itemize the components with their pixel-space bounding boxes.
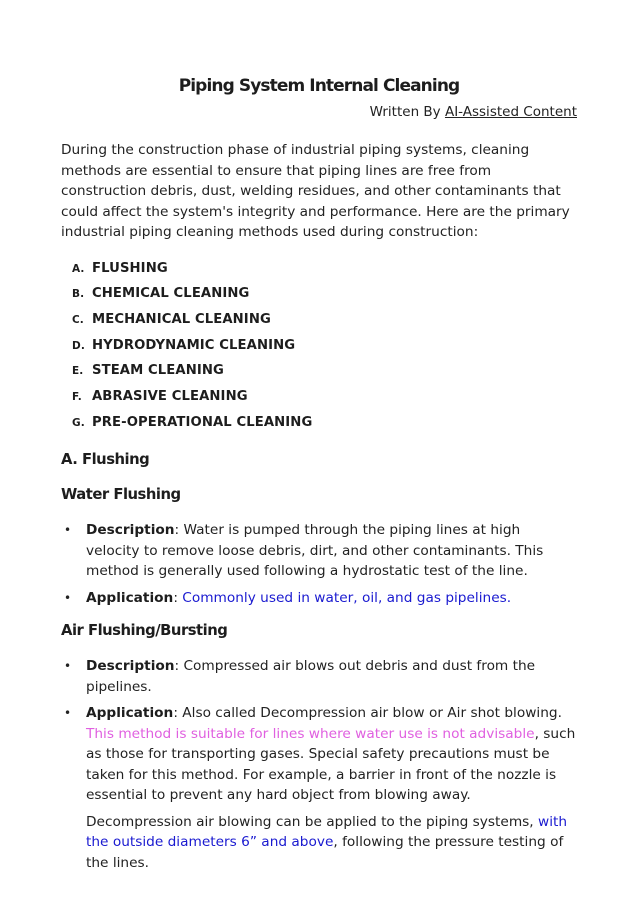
toc-item-preoperational — [61, 410, 577, 436]
item-text: : Also called Decompression air blow or Air shot blowing. — [173, 705, 562, 722]
toc-letter: D. — [72, 339, 85, 352]
page-title: Piping System Internal Cleaning — [178, 76, 460, 96]
decompression-paragraph — [86, 812, 577, 874]
toc-letter: A. — [72, 262, 85, 275]
toc-label: STEAM CLEANING — [92, 363, 224, 379]
list-item — [61, 588, 577, 609]
bullet-dot-icon: • — [64, 523, 72, 538]
water-flushing-list — [61, 520, 577, 608]
toc-label: MECHANICAL CLEANING — [92, 311, 271, 327]
list-item — [61, 703, 577, 806]
toc-letter: F. — [72, 390, 82, 403]
toc-label: HYDRODYNAMIC CLEANING — [92, 337, 296, 353]
para-text: Decompression air blowing can be applied to the piping systems, — [86, 813, 538, 830]
toc-letter: B. — [72, 288, 85, 301]
para-text: , following the pressure testing of the lines. — [86, 834, 564, 871]
air-flushing-list — [61, 656, 577, 806]
item-text: : Compressed air blows out debris and dust from the pipelines. — [86, 658, 536, 695]
subheading-air-flushing: Air Flushing/Bursting — [61, 622, 228, 640]
section-heading-flushing: A. Flushing — [61, 451, 150, 469]
toc-item-abrasive — [61, 384, 577, 410]
item-sep: : — [173, 589, 183, 606]
toc-item-chemical — [61, 281, 577, 307]
toc-letter: G. — [72, 416, 85, 429]
item-label: Application — [86, 589, 174, 606]
item-text: , such as those for transporting gases. Special safety precautions must be taken for this method. For example, a barrier in front of the nozzle is essential to prevent any hard object from blowing away. — [86, 725, 576, 804]
item-label: Description — [86, 522, 175, 539]
item-label: Application — [86, 705, 174, 722]
author-link[interactable]: AI-Assisted Content — [444, 104, 577, 120]
item-text-end: . — [506, 589, 512, 606]
toc-item-hydrodynamic — [61, 333, 577, 359]
bullet-dot-icon: • — [64, 590, 72, 605]
toc-item-flushing — [61, 256, 577, 282]
byline — [61, 102, 577, 122]
highlight-text: with the outside diameters 6” and above — [86, 813, 568, 851]
highlight-text: This method is suitable for lines where water use is not advisable — [86, 725, 535, 742]
subheading-water-flushing: Water Flushing — [61, 486, 181, 504]
intro-paragraph: During the construction phase of industrial piping systems, cleaning methods are essential to ensure that piping lines are free from construction debris, dust, welding residues, and other contaminants that could affect the system's integrity and performance. Here are the primary industrial piping cleaning methods used during construction: — [61, 142, 570, 240]
toc-item-mechanical — [61, 307, 577, 333]
highlight-text: Commonly used in water, oil, and gas pipelines — [182, 589, 507, 606]
toc-item-steam — [61, 358, 577, 384]
item-text: : Water is pumped through the piping lines at high velocity to remove loose debris, dirt, and other contaminants. This method is generally used following a hydrostatic test of the line. — [86, 522, 544, 580]
toc-label: PRE-OPERATIONAL CLEANING — [92, 414, 313, 430]
bullet-dot-icon: • — [64, 706, 72, 721]
toc-letter: C. — [72, 313, 84, 326]
toc-label: ABRASIVE CLEANING — [92, 388, 248, 404]
toc-letter: E. — [72, 365, 84, 378]
byline-prefix: Written By — [369, 104, 445, 120]
toc-label: CHEMICAL CLEANING — [92, 286, 250, 302]
list-item — [61, 520, 577, 582]
item-label: Description — [86, 658, 175, 675]
bullet-dot-icon: • — [64, 659, 72, 674]
toc-label: FLUSHING — [92, 260, 168, 276]
methods-list — [61, 256, 577, 436]
list-item — [61, 656, 577, 697]
